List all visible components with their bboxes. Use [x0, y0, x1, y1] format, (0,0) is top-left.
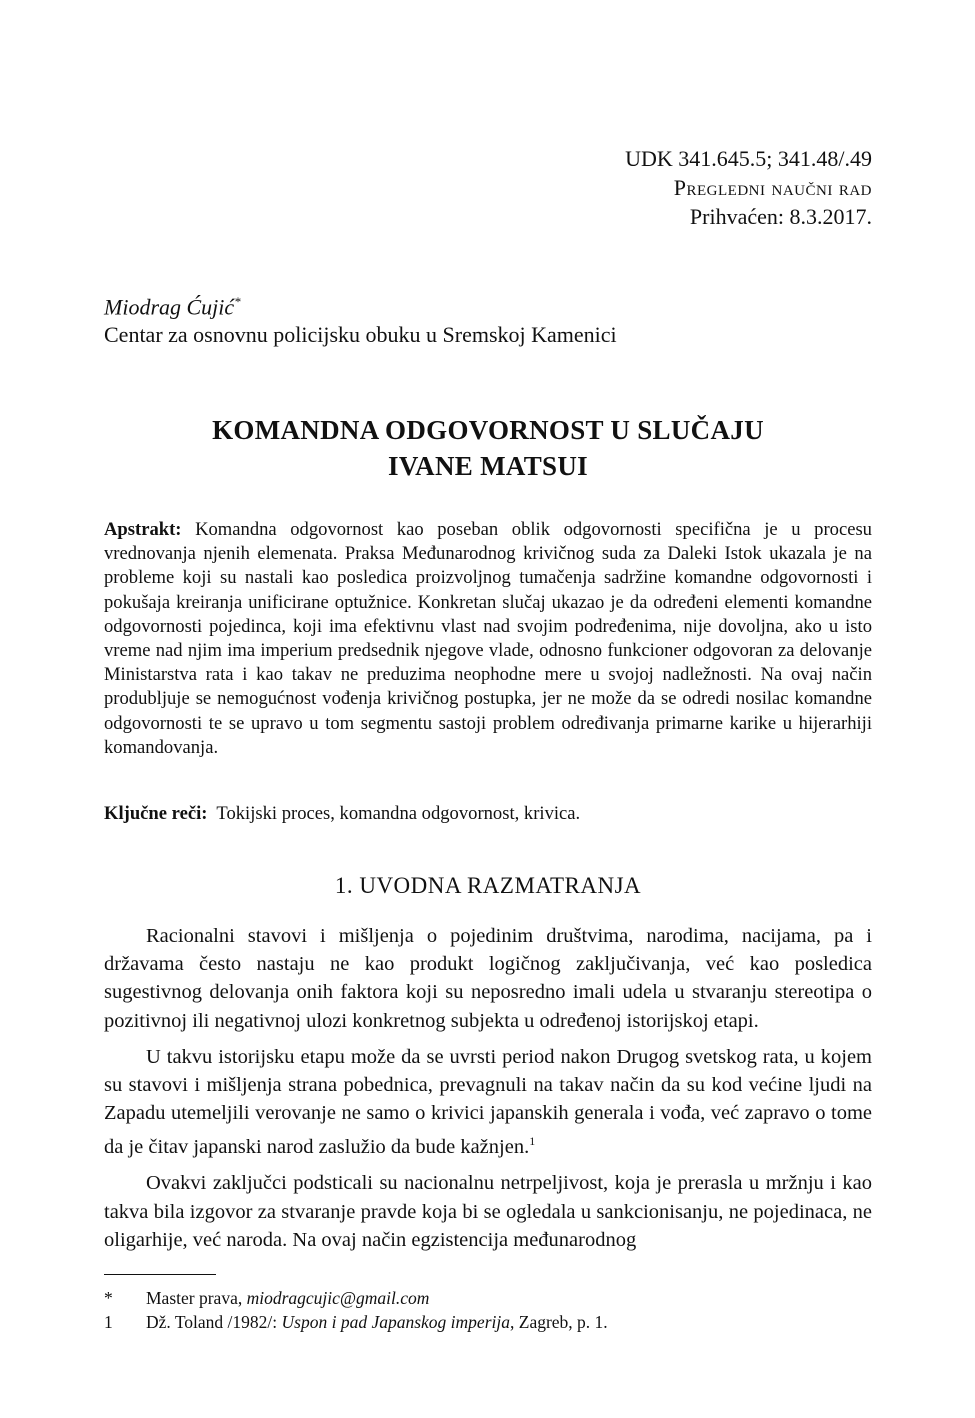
- footnote-text-after: , Zagreb, p. 1.: [510, 1312, 608, 1332]
- footnote: [104, 1310, 608, 1334]
- footnote-text: Dž. Toland /1982/:: [146, 1312, 282, 1332]
- accepted-date: Prihvaćen: 8.3.2017.: [689, 204, 872, 229]
- abstract: [104, 518, 872, 760]
- author-block: [104, 288, 617, 349]
- body-text: [104, 922, 872, 1262]
- footnotes: [104, 1286, 608, 1334]
- footnote-mark: 1: [104, 1312, 113, 1332]
- author-name: Miodrag Ćujić: [104, 294, 235, 320]
- section-heading: 1. UVODNA RAZMATRANJA: [334, 873, 642, 898]
- keywords-label: Ključne reči:: [104, 803, 208, 824]
- footnote-divider: [104, 1274, 216, 1275]
- paragraph: [104, 1043, 872, 1162]
- abstract-label: Apstrakt:: [104, 519, 182, 540]
- footnote-text: Master prava,: [146, 1288, 247, 1308]
- paragraph-text: U takvu istorijsku etapu može da se uvrsti period nakon Drugog svetskog rata, u kojem su stavovi i mišljenja strana pobednica, prevagnuli na takav način da su kod većine ljudi na Zapadu utemeljili verovanje ne samo o krivici japanskih generala i vođa, već zapravo o tome da je čitav japanski narod zaslužio da bude kažnjen.: [104, 1045, 872, 1159]
- keywords: [104, 802, 580, 826]
- paragraph: Ovakvi zaključci podsticali su nacionalnu netrpeljivost, koja je prerasla u mržnju i kao takva bila izgovor za stvaranje pravde koja bi se ogledala u sankcionisanju, ne pojedinaca, ne oligarhije, već naroda. Na ovaj način egzistencija međunarodnog: [104, 1172, 872, 1251]
- author-email[interactable]: miodragcujic@gmail.com: [246, 1288, 430, 1308]
- title-line-1: KOMANDNA ODGOVORNOST U SLUČAJU: [212, 415, 764, 445]
- author-footnote-mark: *: [234, 294, 241, 309]
- footnote: [104, 1286, 608, 1310]
- footnote-ref[interactable]: 1: [529, 1134, 536, 1149]
- udk-code: UDK 341.645.5; 341.48/.49: [625, 146, 872, 171]
- footnote-mark: *: [104, 1288, 113, 1308]
- article-metadata: [625, 144, 872, 231]
- cited-work-title: Uspon i pad Japanskog imperija: [281, 1312, 510, 1332]
- abstract-text: Komandna odgovornost kao poseban oblik odgovornosti specifična je u procesu vrednovanja njenih elemenata. Praksa Međunarodnog krivičnog suda za Daleki Istok ukazala je na probleme koji su nastali kao posledica proizvoljnog tumačenja sadržine komandne odgovornosti i pokušaja kreiranja unificirane optužnice. Konkretan slučaj ukazao je da određeni elementi komandne odgovornosti pojedinca, koji ima efektivnu vlast nad svojim podređenima, nije dovoljna, ako u isto vreme nad njim ima imperium predsednik njegove vlade, odnosno funkcioner odgovoran za delovanje Ministarstva rata i kao takav ne preduzima neophodne mere u svojoj nadležnosti. Na ovaj način produbljuje se nemogućnost vođenja krivičnog postupka, jer ne može da se odredi nosilac komandne odgovornosti te se upravo u tom segmentu sastoji problem određivanja primarne karike u hijerarhiji komandovanja.: [104, 519, 872, 758]
- paper-title: [104, 412, 872, 484]
- title-line-2: IVANE MATSUI: [388, 451, 588, 481]
- paragraph: Racionalni stavovi i mišljenja o pojedinim društvima, narodima, nacijama, pa i državama često nastaju ne kao produkt logičnog zaključivanja, već kao posledica sugestivnog delovanja onih faktora koji su neposredno imali udela u stvaranju stereotipa o pozitivnoj ili negativnoj ulozi konkretnog subjekta u određenoj istorijskoj etapi.: [104, 925, 872, 1032]
- article-type: Pregledni naučni rad: [673, 175, 872, 200]
- author-affiliation: Centar za osnovnu policijsku obuku u Sremskoj Kamenici: [104, 322, 617, 348]
- keywords-text: Tokijski proces, komandna odgovornost, krivica.: [216, 803, 581, 824]
